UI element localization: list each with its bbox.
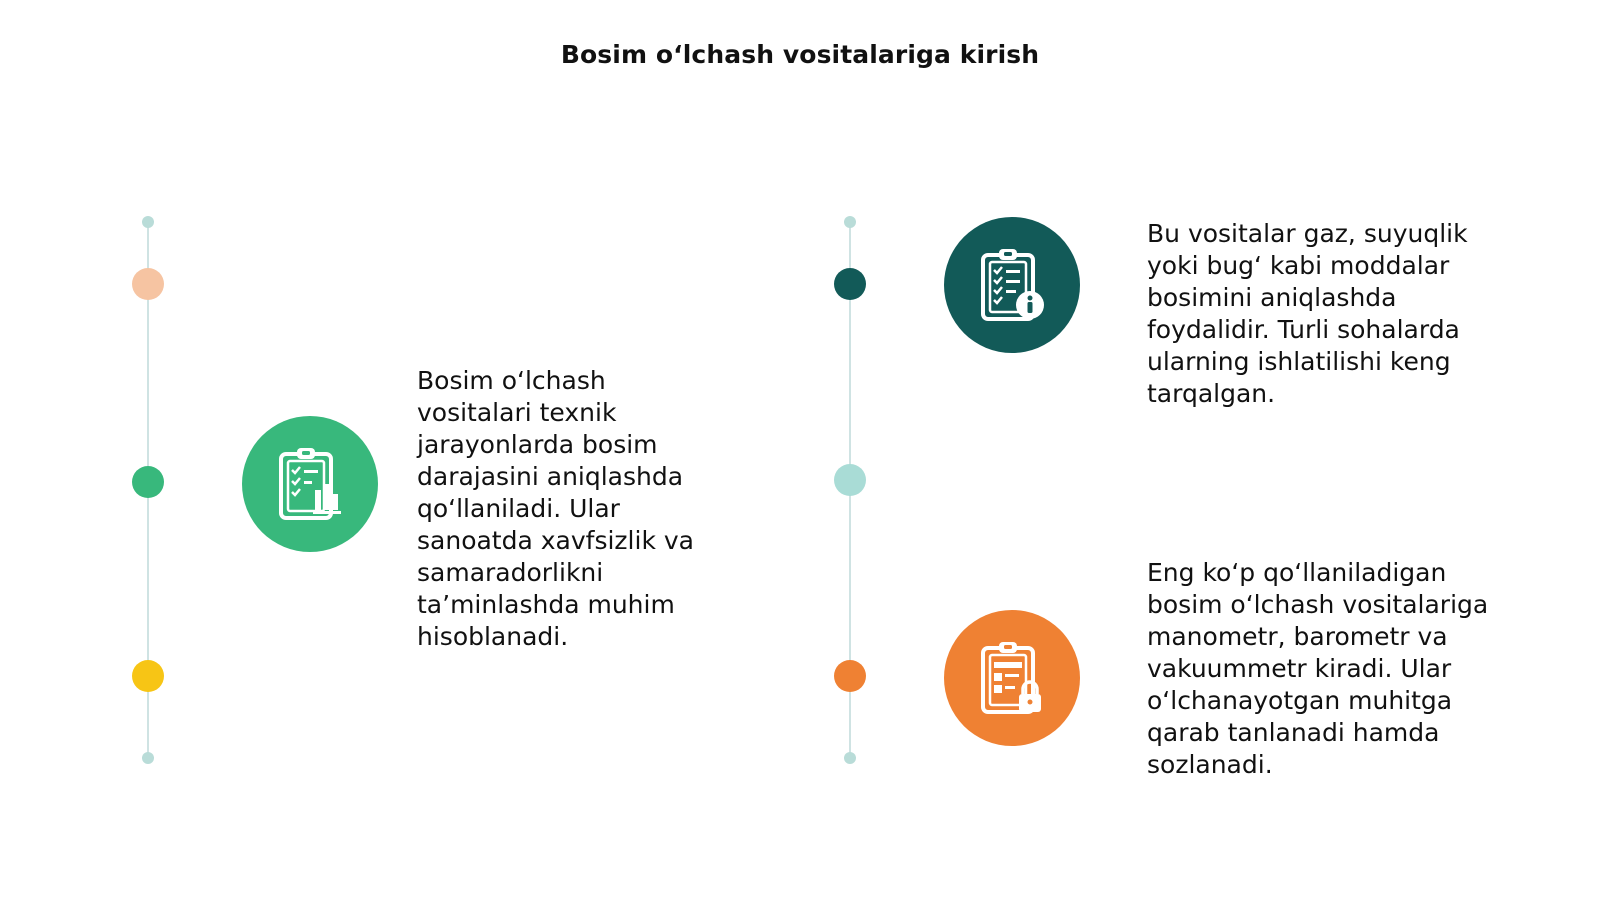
clipboard-info-badge (944, 217, 1080, 353)
timeline-left (128, 214, 168, 766)
timeline-cap-bottom (844, 752, 856, 764)
clipboard-lock-badge (944, 610, 1080, 746)
clipboard-lock-icon (977, 640, 1047, 716)
timeline-dot-green (132, 466, 164, 498)
timeline-dot-dark-teal (834, 268, 866, 300)
timeline-dot-peach (132, 268, 164, 300)
page-title: Bosim o‘lchash vositalariga kirish (560, 40, 1040, 69)
timeline-cap-top (142, 216, 154, 228)
timeline-cap-bottom (142, 752, 154, 764)
timeline-right (830, 214, 870, 766)
timeline-dot-yellow (132, 660, 164, 692)
timeline-dot-light-teal (834, 464, 866, 496)
description-text-1: Bosim o‘lchash vositalari texnik jarayonlarda bosim darajasini aniqlashda qo‘llaniladi. Ular sanoatda xavfsizlik va samaradorlikni ta’minlashda muhim hisoblanadi. (417, 366, 694, 651)
clipboard-chart-badge (242, 416, 378, 552)
timeline-cap-top (844, 216, 856, 228)
clipboard-info-icon (977, 247, 1047, 323)
description-text-2: Bu vositalar gaz, suyuqlik yoki bug‘ kabi moddalar bosimini aniqlashda foydalidir. Turli sohalarda ularning ishlatilishi keng tarqalgan. (1147, 219, 1468, 408)
clipboard-chart-icon (275, 446, 345, 522)
timeline-dot-orange (834, 660, 866, 692)
description-text-3: Eng ko‘p qo‘llaniladigan bosim o‘lchash vositalariga manometr, barometr va vakuummetr kiradi. Ular o‘lchanayotgan muhitga qarab tanlanadi hamda sozlanadi. (1147, 558, 1489, 779)
